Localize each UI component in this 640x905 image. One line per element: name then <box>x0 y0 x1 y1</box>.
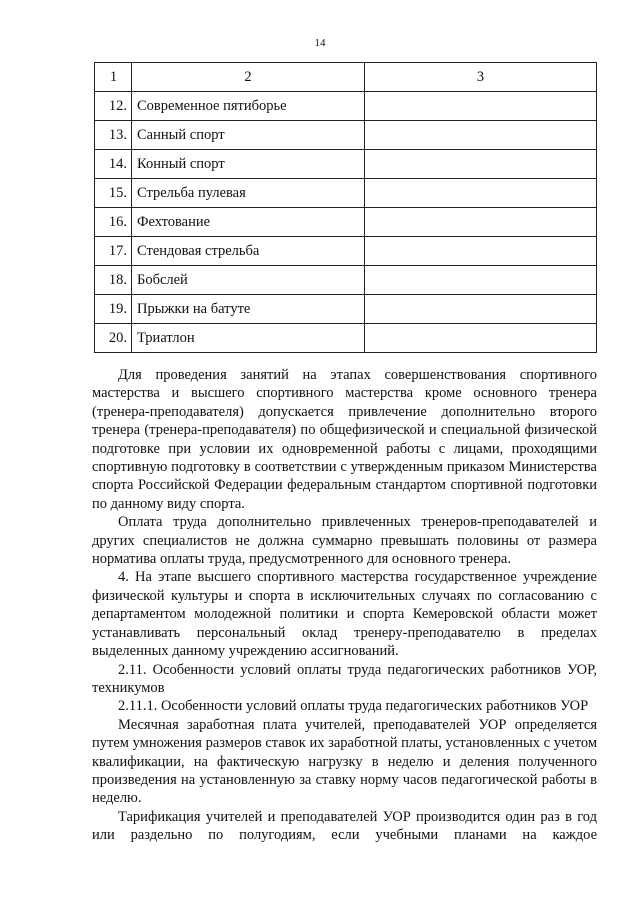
table-row <box>95 150 597 179</box>
table-row <box>95 266 597 295</box>
row-value <box>365 295 597 324</box>
table-row <box>95 92 597 121</box>
body-text <box>92 366 597 845</box>
sport-name: Современное пятиборье <box>132 92 365 121</box>
paragraph-personal-salary: 4. На этапе высшего спортивного мастерства государственное учреждение физической культуры и спорта в исключительных случаях по согласованию с департаментом молодежной политики и спорта Кемеровской области может устанавливать персональный оклад тренеру-преподавателю в пределах выделенных данному учреждению ассигнований. <box>92 569 597 660</box>
sport-name: Стендовая стрельба <box>132 237 365 266</box>
row-number: 20. <box>95 324 132 353</box>
sport-name: Фехтование <box>132 208 365 237</box>
paragraph-second-trainer: Для проведения занятий на этапах совершенствования спортивного мастерства и высшего спортивного мастерства кроме основного тренера (тренера-преподавателя) допускается привлечение дополнительно второго тренера (тренера-преподавателя) по общефизической и специальной физической подготовке при условии их одновременной работы с лицами, проходящими спортивную подготовку в соответствии с утвержденным приказом Министерства спорта Российской Федерации федеральным стандартом спортивной подготовки по данному виду спорта. <box>92 367 597 512</box>
sport-name: Конный спорт <box>132 150 365 179</box>
header-col-3: 3 <box>365 63 597 92</box>
section-heading-2-11-1: 2.11.1. Особенности условий оплаты труда педагогических работников УОР <box>118 698 589 715</box>
paragraph-payment-limit: Оплата труда дополнительно привлеченных тренеров-преподавателей и других специалистов не должна суммарно превышать половины от размера норматива оплаты труда, предусмотренного для основного тренера. <box>92 514 597 568</box>
row-value <box>365 266 597 295</box>
row-number: 18. <box>95 266 132 295</box>
header-col-2: 2 <box>132 63 365 92</box>
paragraph-tariffing: Тарификация учителей и преподавателей УОР производится один раз в год или раздельно по полугодиям, если учебными планами на каждое <box>92 808 597 844</box>
table-row <box>95 324 597 353</box>
row-value <box>365 121 597 150</box>
row-number: 15. <box>95 179 132 208</box>
sport-name: Стрельба пулевая <box>132 179 365 208</box>
row-value <box>365 324 597 353</box>
section-heading-2-11: 2.11. Особенности условий оплаты труда педагогических работников УОР, техникумов <box>92 661 597 696</box>
row-value <box>365 150 597 179</box>
row-value <box>365 237 597 266</box>
header-col-1: 1 <box>95 63 132 92</box>
row-value <box>365 92 597 121</box>
table-row <box>95 121 597 150</box>
table-header-row <box>95 63 597 92</box>
paragraph-monthly-salary: Месячная заработная плата учителей, преподавателей УОР определяется путем умножения размеров ставок их заработной платы, установленных с учетом квалификации, на фактическую нагрузку в неделю и деления полученного произведения на установленную за ставку норму часов педагогической работы в неделю. <box>92 716 597 807</box>
row-number: 12. <box>95 92 132 121</box>
row-number: 13. <box>95 121 132 150</box>
row-value <box>365 208 597 237</box>
sport-name: Прыжки на батуте <box>132 295 365 324</box>
table-row <box>95 295 597 324</box>
table-row <box>95 237 597 266</box>
sport-name: Бобслей <box>132 266 365 295</box>
row-value <box>365 179 597 208</box>
sport-name: Санный спорт <box>132 121 365 150</box>
row-number: 16. <box>95 208 132 237</box>
table-row <box>95 208 597 237</box>
row-number: 17. <box>95 237 132 266</box>
sports-table <box>94 62 597 353</box>
table-row <box>95 179 597 208</box>
row-number: 14. <box>95 150 132 179</box>
sport-name: Триатлон <box>132 324 365 353</box>
page-number: 14 <box>314 37 326 49</box>
row-number: 19. <box>95 295 132 324</box>
